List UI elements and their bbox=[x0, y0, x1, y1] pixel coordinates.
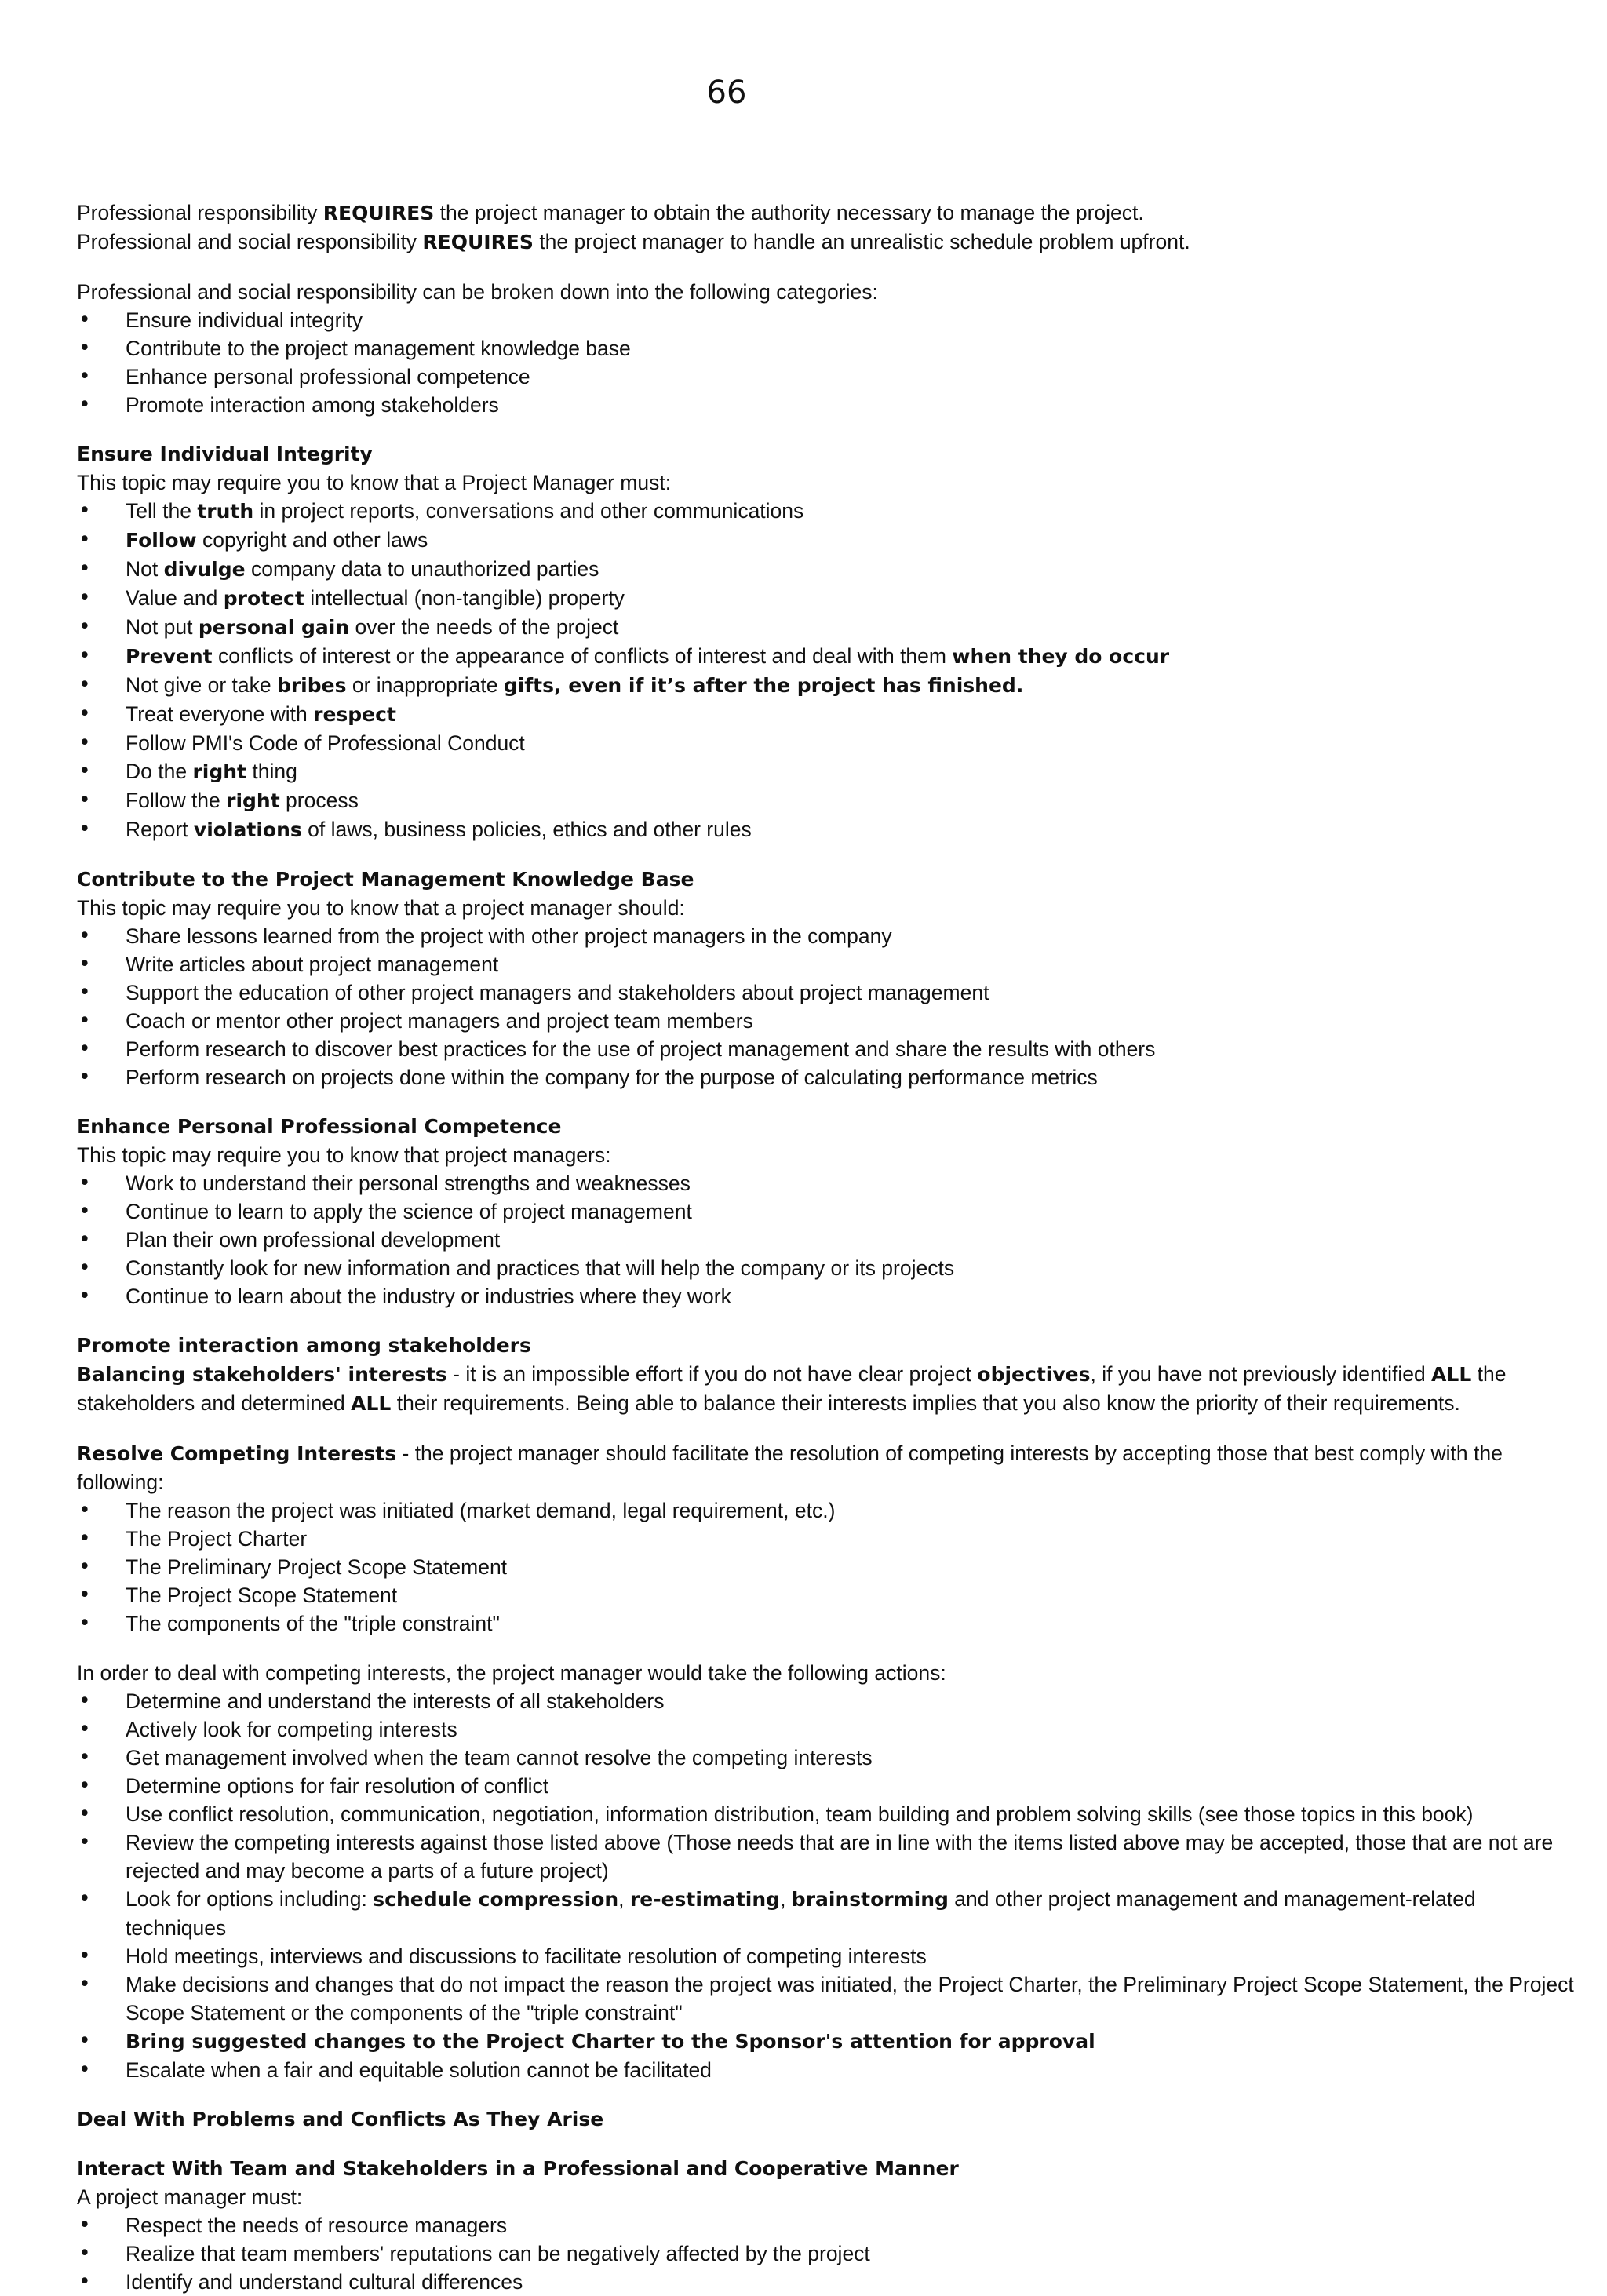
emphasis-run: divulge bbox=[163, 558, 246, 581]
categories-list bbox=[77, 306, 1580, 419]
categories-lead: Professional and social responsibility can be broken down into the following categories: bbox=[77, 280, 878, 304]
text-run: Review the competing interests against those listed above (Those needs that are in line with the items listed above may be accepted, those that are not are rejected and may become a parts of a future project) bbox=[126, 1831, 1554, 1882]
text-run: Escalate when a fair and equitable solution cannot be facilitated bbox=[126, 2058, 712, 2082]
list-item: • Contribute to the project management knowledge base bbox=[77, 334, 1580, 363]
list-item bbox=[77, 1744, 1580, 1772]
emphasis-run: respect bbox=[313, 703, 396, 726]
text-run: their requirements. Being able to balance their interests implies that you also know the priority of their requirements. bbox=[391, 1391, 1460, 1415]
text-run: Tell the bbox=[126, 499, 198, 523]
text-run: Not give or take bbox=[126, 673, 277, 697]
list-item: • Support the education of other project managers and stakeholders about project management bbox=[77, 979, 1580, 1007]
list-item bbox=[77, 526, 1580, 555]
list-item: • The reason the project was initiated (market demand, legal requirement, etc.) bbox=[77, 1496, 1580, 1525]
emphasis-run: right bbox=[192, 760, 246, 783]
document-body bbox=[77, 199, 1580, 2296]
list-item bbox=[77, 786, 1580, 815]
list-item bbox=[77, 584, 1580, 613]
competence-section bbox=[77, 1113, 1580, 1310]
list-item bbox=[77, 1942, 1580, 1970]
text-run: Treat everyone with bbox=[126, 702, 314, 726]
intro-line-2 bbox=[77, 228, 1580, 257]
list-item bbox=[77, 497, 1580, 526]
emphasis-run: right bbox=[226, 789, 280, 812]
list-item: • Perform research to discover best practices for the use of project management and share the results with others bbox=[77, 1035, 1580, 1063]
list-item bbox=[77, 671, 1580, 700]
list-item: • Promote interaction among stakeholders bbox=[77, 391, 1580, 419]
list-item: • Coach or mentor other project managers and project team members bbox=[77, 1007, 1580, 1035]
text-run: Report bbox=[126, 818, 194, 841]
emphasis-run: protect bbox=[223, 587, 304, 610]
section-heading: Interact With Team and Stakeholders in a Professional and Cooperative Manner bbox=[77, 2157, 959, 2180]
problems-section bbox=[77, 2105, 1580, 2134]
actions-lead: In order to deal with competing interests, the project manager would take the following actions: bbox=[77, 1661, 946, 1685]
text-run: Make decisions and changes that do not impact the reason the project was initiated, the Project Charter, the Preliminary Project Scope Statement, the Project Scope Statement or the components of the "triple constraint" bbox=[126, 1973, 1574, 2024]
promote-section bbox=[77, 1332, 1580, 2084]
text-run: of laws, business policies, ethics and other rules bbox=[301, 818, 752, 841]
text-run: Professional and social responsibility bbox=[77, 230, 423, 253]
text-run: or inappropriate bbox=[346, 673, 504, 697]
text-run: Use conflict resolution, communication, negotiation, information distribution, team building and problem solving skills (see those topics in this book) bbox=[126, 1802, 1474, 1826]
emphasis-run: Bring suggested changes to the Project Charter to the Sponsor's attention for approval bbox=[126, 2030, 1095, 2053]
text-run: Determine options for fair resolution of conflict bbox=[126, 1774, 549, 1798]
emphasis-run: gifts, even if it’s after the project has finished. bbox=[503, 674, 1024, 697]
text-run: intellectual (non-tangible) property bbox=[304, 586, 625, 610]
list-item bbox=[77, 700, 1580, 729]
emphasis-run: brainstorming bbox=[791, 1888, 949, 1911]
text-run: thing bbox=[246, 760, 297, 783]
section-lead: A project manager must: bbox=[77, 2185, 303, 2209]
competence-list bbox=[77, 1169, 1580, 1310]
list-item: • Enhance personal professional competence bbox=[77, 363, 1580, 391]
text-run: copyright and other laws bbox=[196, 528, 428, 552]
section-heading: Promote interaction among stakeholders bbox=[77, 1334, 531, 1357]
emphasis-run: truth bbox=[197, 500, 254, 523]
list-item: • Share lessons learned from the project with other project managers in the company bbox=[77, 922, 1580, 950]
text-run: the stakeholders and determined bbox=[77, 1362, 1507, 1415]
emphasis-run: Follow bbox=[126, 529, 197, 552]
text-run: and other project management and management-related techniques bbox=[126, 1887, 1476, 1940]
text-run: Do the bbox=[126, 760, 193, 783]
emphasis-run: REQUIRES bbox=[422, 231, 534, 253]
list-item: • The Project Charter bbox=[77, 1525, 1580, 1553]
knowledge-section bbox=[77, 866, 1580, 1092]
text-run: the project manager to obtain the authority necessary to manage the project. bbox=[434, 201, 1144, 224]
interact-list bbox=[77, 2211, 1580, 2296]
page-number: 66 bbox=[706, 75, 747, 111]
list-item: • Continue to learn to apply the science of project management bbox=[77, 1197, 1580, 1226]
integrity-section bbox=[77, 440, 1580, 844]
text-run: Actively look for competing interests bbox=[126, 1718, 457, 1741]
list-item: • Write articles about project management bbox=[77, 950, 1580, 979]
list-item bbox=[77, 2027, 1580, 2056]
knowledge-list bbox=[77, 922, 1580, 1092]
text-run: , bbox=[618, 1887, 630, 1911]
list-item bbox=[77, 613, 1580, 642]
section-lead: This topic may require you to know that a project manager should: bbox=[77, 896, 685, 920]
emphasis-run: REQUIRES bbox=[322, 202, 435, 224]
list-item: • Perform research on projects done within the company for the purpose of calculating performance metrics bbox=[77, 1063, 1580, 1092]
emphasis-run: re-estimating bbox=[629, 1888, 781, 1911]
text-run: , bbox=[780, 1887, 792, 1911]
text-run: , if you have not previously identified bbox=[1090, 1362, 1432, 1386]
list-item: • The components of the "triple constraint" bbox=[77, 1609, 1580, 1638]
text-run: Hold meetings, interviews and discussions to facilitate resolution of competing interests bbox=[126, 1944, 927, 1968]
list-item bbox=[77, 1772, 1580, 1800]
list-item: • Continue to learn about the industry or industries where they work bbox=[77, 1282, 1580, 1310]
text-run: over the needs of the project bbox=[349, 615, 619, 639]
list-item bbox=[77, 1970, 1580, 2027]
section-lead: This topic may require you to know that a Project Manager must: bbox=[77, 471, 672, 494]
section-heading: Deal With Problems and Conflicts As They Arise bbox=[77, 2108, 604, 2130]
emphasis-run: when they do occur bbox=[952, 645, 1170, 668]
list-item bbox=[77, 555, 1580, 584]
text-run: Follow the bbox=[126, 789, 227, 812]
text-run: Get management involved when the team cannot resolve the competing interests bbox=[126, 1746, 873, 1769]
list-item: • Ensure individual integrity bbox=[77, 306, 1580, 334]
interact-section bbox=[77, 2155, 1580, 2296]
resolve-paragraph bbox=[77, 1439, 1580, 1496]
list-item bbox=[77, 1800, 1580, 1828]
text-run: company data to unauthorized parties bbox=[245, 557, 599, 581]
text-run: Look for options including: bbox=[126, 1887, 374, 1911]
actions-list bbox=[77, 1687, 1580, 2084]
list-item bbox=[77, 1687, 1580, 1715]
list-item bbox=[77, 642, 1580, 671]
emphasis-run: Balancing stakeholders' interests bbox=[77, 1363, 447, 1386]
text-run: - the project manager should facilitate the resolution of competing interests by accepting those that best comply with the following: bbox=[77, 1441, 1503, 1494]
list-item: • Identify and understand cultural differences bbox=[77, 2268, 1580, 2296]
text-run: process bbox=[279, 789, 359, 812]
emphasis-run: violations bbox=[193, 818, 302, 841]
section-heading: Enhance Personal Professional Competence bbox=[77, 1115, 562, 1138]
list-item bbox=[77, 815, 1580, 844]
text-run: Value and bbox=[126, 586, 224, 610]
list-item: • Respect the needs of resource managers bbox=[77, 2211, 1580, 2240]
text-run: Determine and understand the interests of all stakeholders bbox=[126, 1689, 665, 1713]
list-item: • Realize that team members' reputations can be negatively affected by the project bbox=[77, 2240, 1580, 2268]
section-lead: This topic may require you to know that project managers: bbox=[77, 1143, 611, 1167]
emphasis-run: objectives bbox=[977, 1363, 1091, 1386]
list-item: • Work to understand their personal strengths and weaknesses bbox=[77, 1169, 1580, 1197]
intro-line-1 bbox=[77, 199, 1580, 228]
text-run: Follow PMI's Code of Professional Conduct bbox=[126, 731, 525, 755]
text-run: - it is an impossible effort if you do not have clear project bbox=[446, 1362, 978, 1386]
emphasis-run: ALL bbox=[1431, 1363, 1472, 1386]
list-item bbox=[77, 757, 1580, 786]
list-item: • The Preliminary Project Scope Statement bbox=[77, 1553, 1580, 1581]
list-item: • Constantly look for new information and practices that will help the company or its projects bbox=[77, 1254, 1580, 1282]
categories-section bbox=[77, 278, 1580, 419]
text-run: Not bbox=[126, 557, 164, 581]
emphasis-run: bribes bbox=[276, 674, 347, 697]
intro-section bbox=[77, 199, 1580, 257]
emphasis-run: Resolve Competing Interests bbox=[77, 1442, 397, 1465]
integrity-list bbox=[77, 497, 1580, 844]
section-heading: Contribute to the Project Management Knowledge Base bbox=[77, 868, 694, 891]
list-item: • Plan their own professional development bbox=[77, 1226, 1580, 1254]
list-item bbox=[77, 2056, 1580, 2084]
emphasis-run: personal gain bbox=[198, 616, 350, 639]
emphasis-run: Prevent bbox=[126, 645, 213, 668]
text-run: Professional responsibility bbox=[77, 201, 323, 224]
list-item: • The Project Scope Statement bbox=[77, 1581, 1580, 1609]
text-run: the project manager to handle an unrealistic schedule problem upfront. bbox=[533, 230, 1190, 253]
emphasis-run: schedule compression bbox=[373, 1888, 619, 1911]
list-item bbox=[77, 1715, 1580, 1744]
text-run: conflicts of interest or the appearance of conflicts of interest and deal with them bbox=[212, 644, 953, 668]
list-item bbox=[77, 1885, 1580, 1942]
list-item bbox=[77, 1828, 1580, 1885]
list-item bbox=[77, 729, 1580, 757]
text-run: in project reports, conversations and other communications bbox=[253, 499, 804, 523]
resolve-list bbox=[77, 1496, 1580, 1638]
balancing-paragraph bbox=[77, 1360, 1580, 1418]
emphasis-run: ALL bbox=[351, 1392, 392, 1415]
section-heading: Ensure Individual Integrity bbox=[77, 443, 373, 465]
text-run: Not put bbox=[126, 615, 199, 639]
